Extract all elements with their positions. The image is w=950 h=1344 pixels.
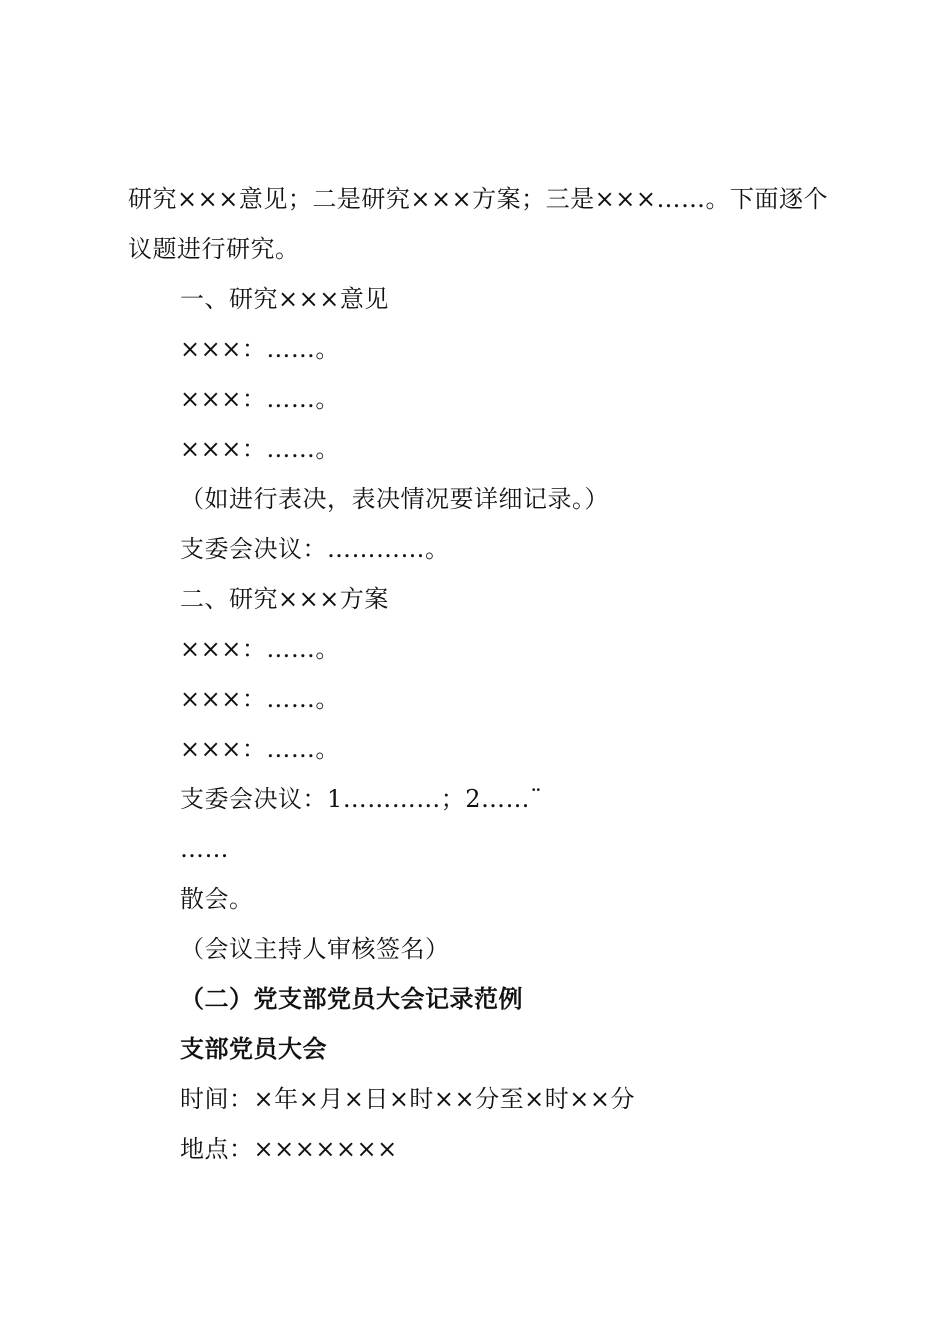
- speaker-line: ×××：……。: [180, 335, 340, 363]
- signature-note: （会议主持人审核签名）: [180, 935, 450, 963]
- speaker-line: ×××：……。: [180, 385, 340, 413]
- place-line: 地点：×××××××: [180, 1135, 398, 1163]
- adjourn-line: 散会。: [180, 885, 254, 913]
- agenda-item-2-title: 二、研究×××方案: [180, 585, 389, 613]
- speaker-line: ×××：……。: [180, 435, 340, 463]
- committee-resolution: 支委会决议：1…………；2……¨: [180, 785, 543, 813]
- section-heading: （二）党支部党员大会记录范例: [180, 984, 523, 1013]
- ellipsis-line: ……: [180, 835, 229, 863]
- subheading: 支部党员大会: [180, 1034, 327, 1063]
- speaker-line: ×××：……。: [180, 685, 340, 713]
- intro-paragraph: 研究×××意见；二是研究×××方案；三是×××……。下面逐个议题进行研究。: [128, 185, 828, 263]
- time-line: 时间：×年×月×日×时××分至×时××分: [180, 1085, 635, 1113]
- speaker-line: ×××：……。: [180, 635, 340, 663]
- committee-resolution: 支委会决议：…………。: [180, 535, 450, 563]
- speaker-line: ×××：……。: [180, 735, 340, 763]
- voting-note: （如进行表决，表决情况要详细记录。）: [180, 485, 609, 513]
- agenda-item-1-title: 一、研究×××意见: [180, 285, 389, 313]
